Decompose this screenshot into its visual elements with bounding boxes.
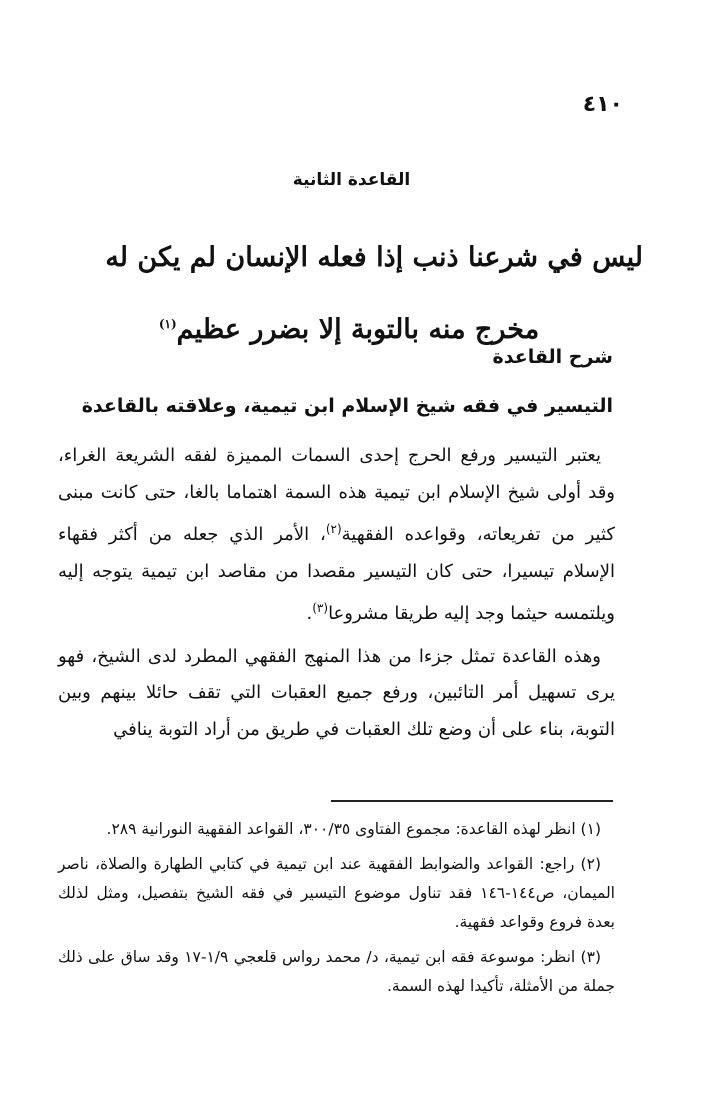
paragraph-text: . (306, 603, 313, 624)
subheading: التيسير في فقه شيخ الإسلام ابن تيمية، وعلاقته بالقاعدة (81, 395, 613, 417)
footnotes (58, 815, 615, 1007)
body-text (58, 438, 615, 748)
paragraph-text: ، الأمر الذي جعله من أكثر فقهاء الإسلام تيسيرا، حتى كان التيسير مقصدا من مقاصد ابن تيمية يتوجه إليه ويلتمسه حيثما وجد إليه طريقا مشروعا (58, 524, 615, 624)
footnote-3: (٣) انظر: موسوعة فقه ابن تيمية، د/ محمد رواس قلعجي ١/٩-١٧ وقد ساق على ذلك جملة من الأمثلة، تأكيدا لهذه السمة. (58, 948, 615, 995)
footnote-divider (331, 800, 613, 802)
paragraph: وهذه القاعدة تمثل جزءا من هذا المنهج الفقهي المطرد لدى الشيخ، فهو يرى تسهيل أمر التائبين، ورفع جميع العقبات التي تقف حائلا بينهم وبين التوبة، بناء على أن وضع تلك العقبات في طريق من أراد التوبة ينافي (58, 645, 615, 740)
rule-statement (55, 225, 643, 363)
footnote-mark[interactable]: (٢) (325, 522, 342, 536)
paragraph-text: يعتبر التيسير ورفع الحرج إحدى السمات المميزة لفقه الشريعة الغراء، وقد أولى شيخ الإسلام ابن تيمية هذه السمة اهتماما بالغا، حتى كانت مبنى كثير من تفريعاته، وقواعده الفقهية (58, 445, 615, 545)
footnote-mark[interactable]: (٣) (312, 601, 329, 615)
footnote-1: (١) انظر لهذه القاعدة: مجموع الفتاوى ٣٠٠/٣٥، القواعد الفقهية النورانية ٢٨٩. (106, 820, 601, 838)
paragraph (58, 438, 615, 633)
page-number: ٤١٠ (582, 92, 623, 117)
footnote-2: (٢) راجع: القواعد والضوابط الفقهية عند ابن تيمية في كتابي الطهارة والصلاة، ناصر الميمان، ص١٤٤-١٤٦ فقد تناول موضوع التيسير في فقه الشيخ بتفصيل، ومثل لذلك بعدة فروع وقواعد فقهية. (58, 855, 615, 931)
footnote-mark[interactable]: (١) (158, 317, 177, 331)
rule-statement-text: ليس في شرعنا ذنب إذا فعله الإنسان لم يكن له مخرج منه بالتوبة إلا بضرر عظيم (105, 242, 643, 345)
rule-title: القاعدة الثانية (292, 170, 411, 190)
section-heading: شرح القاعدة (492, 346, 613, 368)
